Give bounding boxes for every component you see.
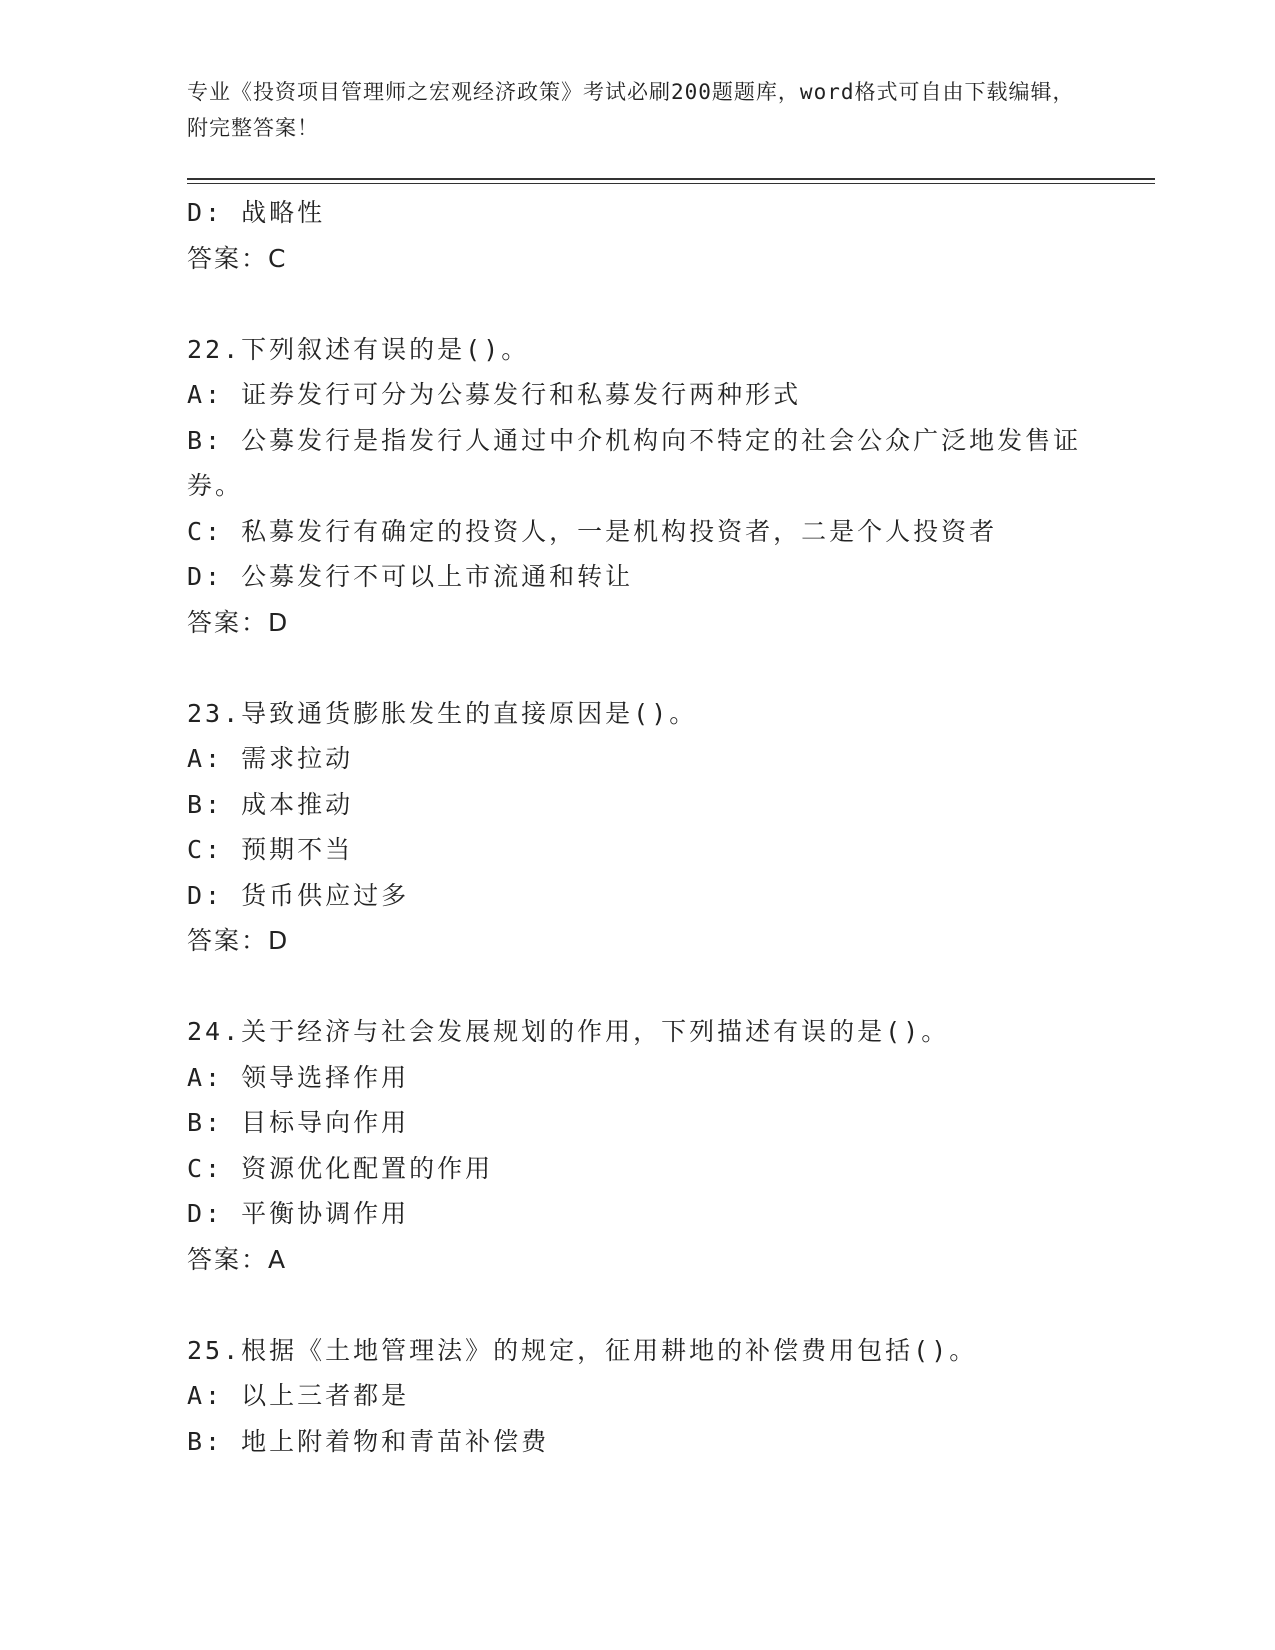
option-a: A: 领导选择作用 [187,1062,410,1092]
option-d: D: 平衡协调作用 [187,1199,410,1228]
option-c: C: 资源优化配置的作用 [187,1153,494,1183]
spacer [187,281,1087,327]
document-header: 专业《投资项目管理师之宏观经济政策》考试必刷200题题库，word格式可自由下载编辑，附完整答案！ [187,80,1075,140]
answer: 答案：D [187,607,290,637]
option-d: D: 货币供应过多 [187,880,410,910]
prev-answer: 答案：C [187,243,288,273]
question-stem: 23.导致通货膨胀发生的直接原因是()。 [187,698,698,728]
question-25 [187,1328,1087,1465]
document-body [187,190,1087,1464]
option-c: C: 预期不当 [187,835,354,864]
spacer [187,1282,1087,1328]
question-stem: 25.根据《土地管理法》的规定，征用耕地的补偿费用包括()。 [187,1335,978,1365]
spacer [187,645,1087,691]
option-c: C: 私募发行有确定的投资人，一是机构投资者，二是个人投资者 [187,516,998,546]
question-stem: 22.下列叙述有误的是()。 [187,334,530,364]
answer: 答案：A [187,1244,288,1274]
option-b: B: 成本推动 [187,789,354,819]
question-stem: 24.关于经济与社会发展规划的作用，下列描述有误的是()。 [187,1017,950,1046]
question-22 [187,327,1087,646]
option-b: B: 公募发行是指发行人通过中介机构向不特定的社会公众广泛地发售证券。 [187,425,1082,500]
option-d: D: 公募发行不可以上市流通和转让 [187,562,634,591]
prev-option-d: D: 战略性 [187,198,326,227]
answer: 答案：D [187,926,290,955]
option-a: A: 证券发行可分为公募发行和私募发行两种形式 [187,380,802,409]
option-b: B: 地上附着物和青苗补偿费 [187,1426,550,1456]
header-rule-thin [187,183,1155,184]
option-a: A: 需求拉动 [187,744,354,773]
option-b: B: 目标导向作用 [187,1108,410,1137]
header-rule-thick [187,178,1155,180]
question-24 [187,1009,1087,1282]
spacer [187,964,1087,1010]
question-23 [187,691,1087,964]
option-a: A: 以上三者都是 [187,1381,410,1410]
